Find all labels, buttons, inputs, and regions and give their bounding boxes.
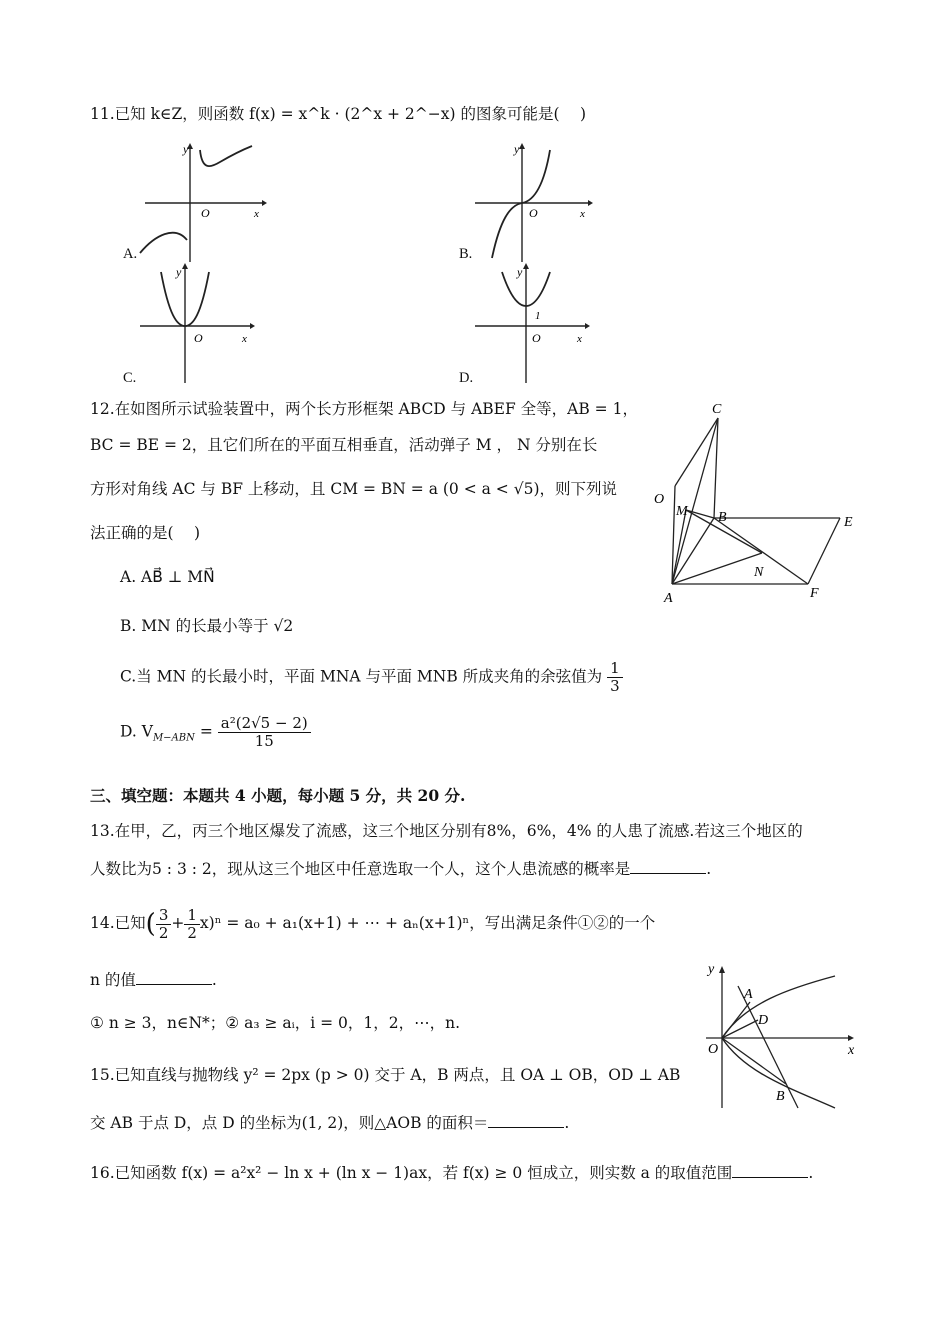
q12-line-3: 方形对角线 AC 与 BF 上移动，且 CM = BN = a (0 < a < √5)，则下列说: [90, 480, 617, 498]
q12-option-d-num: a²(2√5 − 2): [218, 715, 311, 733]
q12-fig-label-e: E: [844, 515, 853, 530]
q15-fig-x: x: [848, 1043, 855, 1058]
q13-line-2: [90, 858, 711, 880]
q11-d-x-label: x: [577, 333, 582, 345]
q11-option-a: A.: [123, 246, 138, 262]
q12-figure: [650, 398, 853, 608]
q12-fig-label-a: A: [664, 591, 673, 606]
q12-fig-label-b: B: [718, 510, 727, 525]
q12-fig-label-c: C: [712, 402, 722, 417]
q12-fig-label-o: O: [654, 492, 665, 507]
section-3-title: 三、填空题：本题共 4 小题，每小题 5 分，共 20 分.: [90, 786, 466, 805]
q12-option-c: [120, 660, 623, 695]
q14-prefix: 14.已知: [90, 914, 146, 932]
q12-fig-label-m: M: [676, 504, 688, 519]
q14-rest: x)ⁿ = a₀ + a₁(x+1) + ⋯ + aₙ(x+1)ⁿ，写出满足条件①②的一个: [199, 914, 656, 932]
q15-fig-b: B: [776, 1089, 785, 1104]
q15-line-2-end: .: [564, 1114, 570, 1132]
q11-c-origin: O: [194, 331, 203, 345]
q15-fig-y: y: [708, 962, 715, 977]
q12-fig-label-n: N: [754, 565, 764, 580]
q12-line-1: 12.在如图所示试验装置中，两个长方形框架 ABCD 与 ABEF 全等，AB = 1，: [90, 400, 638, 418]
q12-option-d-prefix: D. V: [120, 722, 153, 741]
q11-d-origin: O: [532, 331, 541, 345]
q11-graph-c: [135, 260, 265, 385]
q12-option-d: [120, 715, 311, 750]
q12-option-c-fraction: [607, 660, 623, 695]
q11-option-d: D.: [459, 370, 474, 386]
q14-line-2: [90, 969, 217, 991]
q11-graph-b: [470, 140, 600, 265]
q11-a-x-label: x: [254, 208, 259, 220]
q12-option-c-num: 1: [607, 660, 623, 678]
q15-line-1: 15.已知直线与抛物线 y² = 2px (p > 0) 交于 A，B 两点，且 OA ⊥ OB，OD ⊥ AB: [90, 1066, 681, 1084]
q14-answer-blank: [136, 970, 212, 985]
q12-option-d-den: 15: [254, 732, 274, 750]
q11-b-origin: O: [529, 206, 538, 220]
q11-graph-a: [140, 140, 270, 265]
q15-fig-a: A: [744, 987, 753, 1002]
q11-option-b: B.: [459, 246, 473, 262]
q14-line-1: 14.已知( $\frac{3}{2}$ + $\frac{1}{2}$ x)ⁿ = a₀ + a₁(x+1) + ⋯ + aₙ(x+1)ⁿ，写出满足条件①②的一个: [90, 905, 656, 942]
q11-option-c: C.: [123, 370, 137, 386]
q14-line-2-end: .: [211, 971, 217, 989]
q12-option-d-fraction: [218, 715, 311, 750]
q15-line-2: [90, 1112, 569, 1134]
q14-line-3: ① n ≥ 3，n∈N*；② a₃ ≥ aᵢ，i = 0，1，2，⋯，n.: [90, 1014, 461, 1032]
q12-option-c-text: C.当 MN 的长最小时，平面 MNA 与平面 MNB 所成夹角的余弦值为: [120, 667, 603, 686]
q14-plus: +: [171, 914, 185, 932]
q11-c-y-label: y: [176, 265, 182, 279]
q11-d-tick-1: 1: [535, 310, 541, 322]
q12-fig-label-f: F: [810, 586, 819, 601]
q15-line-2-text: 交 AB 于点 D，点 D 的坐标为(1, 2)，则△AOB 的面积＝: [90, 1114, 489, 1132]
q11-a-origin: O: [201, 206, 210, 220]
q12-option-a: A. AB⃗ ⊥ MN⃗: [120, 568, 215, 586]
q11-b-y-label: y: [514, 142, 520, 156]
q14-fraction-2: [184, 907, 200, 942]
q16-text: 16.已知函数 f(x) = a²x² − ln x + (ln x − 1)ax，若 f(x) ≥ 0 恒成立，则实数 a 的取值范围: [90, 1164, 733, 1182]
q12-line-2: BC = BE = 2，且它们所在的平面互相垂直，活动弹子 M ， N 分别在长: [90, 436, 598, 454]
q11-graph-d: [470, 260, 600, 385]
q11-stem: 11.已知 k∈Z，则函数 f(x) = x^k · (2^x + 2^−x) 的图象可能是( ): [90, 105, 587, 123]
q12-option-c-den: 3: [610, 677, 620, 695]
q12-option-d-eq: =: [199, 722, 213, 741]
q16-answer-blank: [732, 1163, 808, 1178]
q15-fig-d: D: [758, 1013, 769, 1028]
q14-f2-den: 2: [187, 923, 197, 942]
q11-d-y-label: y: [517, 265, 523, 279]
q16-end: .: [808, 1164, 814, 1182]
q13-line-2-text: 人数比为5 : 3 : 2，现从这三个地区中任意选取一个人，这个人患流感的概率是: [90, 860, 631, 878]
q14-f1-num: 3: [156, 907, 172, 925]
q13-line-1: 13.在甲，乙，丙三个地区爆发了流感，这三个地区分别有8%，6%，4% 的人患了流感.若这三个地区的: [90, 822, 803, 840]
q12-option-d-sub: M−ABN: [152, 732, 195, 744]
q12-line-4: 法正确的是( ): [90, 524, 201, 542]
q13-line-2-end: .: [706, 860, 712, 878]
q13-answer-blank: [630, 859, 706, 874]
q14-f2-num: 1: [184, 907, 200, 925]
q15-fig-origin: O: [708, 1042, 719, 1057]
q11-b-x-label: x: [580, 208, 585, 220]
q16-line: [90, 1162, 813, 1184]
q15-figure: [700, 958, 860, 1118]
q12-option-b: B. MN 的长最小等于 √2: [120, 617, 294, 635]
q14-f1-den: 2: [158, 923, 169, 942]
q11-c-x-label: x: [242, 333, 247, 345]
q15-answer-blank: [488, 1113, 564, 1128]
q14-line-2-text: n 的值: [90, 971, 136, 989]
q11-a-y-label: y: [183, 142, 189, 156]
q14-fraction-1: [156, 907, 172, 942]
